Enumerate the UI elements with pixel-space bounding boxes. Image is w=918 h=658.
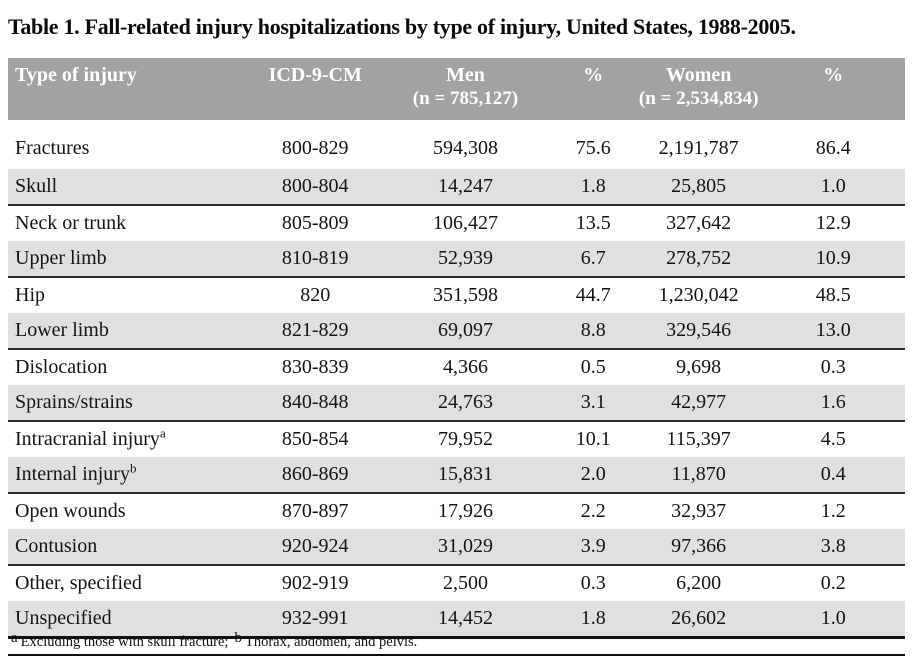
cell-value: 594,308 — [432, 136, 498, 159]
cell-women-count — [636, 421, 762, 457]
cell-women-count — [636, 127, 762, 169]
cell-women-percent — [761, 457, 905, 493]
cell-value: 278,752 — [666, 247, 732, 269]
table-header — [8, 58, 905, 120]
cell-value: 1,230,042 — [658, 284, 739, 306]
header-sublabel — [551, 87, 636, 111]
cell-value: Dislocation — [15, 356, 108, 378]
cell-women-count — [636, 385, 762, 421]
table-row — [8, 205, 905, 241]
cell-value: 3.9 — [580, 535, 606, 557]
cell-women-count — [636, 601, 762, 638]
cell-men-count — [380, 277, 550, 313]
cell-value: 800-829 — [281, 136, 349, 159]
footnote-text-b: Thorax, abdomen, and pelvis. — [244, 634, 418, 650]
cell-injury-type — [8, 277, 250, 313]
cell-men-count — [380, 565, 550, 601]
header-row — [8, 58, 905, 120]
cell-value: 351,598 — [432, 284, 498, 306]
table-row — [8, 241, 905, 277]
cell-value: 13.5 — [575, 212, 611, 234]
cell-women-percent — [761, 313, 905, 349]
cell-value: 6,200 — [676, 572, 722, 594]
cell-value: 11,870 — [671, 463, 726, 485]
cell-icd-code — [250, 529, 380, 565]
cell-men-percent — [551, 565, 636, 601]
cell-value: 902-919 — [281, 572, 349, 594]
cell-value: Internal injury — [15, 463, 130, 485]
cell-women-percent — [761, 493, 905, 529]
cell-injury-type — [8, 385, 250, 421]
cell-value: Other, specified — [15, 572, 142, 594]
cell-value: 0.4 — [820, 463, 846, 485]
cell-men-percent — [551, 457, 636, 493]
cell-women-percent — [761, 601, 905, 638]
table-row — [8, 277, 905, 313]
cell-value: 13.0 — [815, 319, 851, 341]
cell-men-count — [380, 529, 550, 565]
cell-men-count — [380, 601, 550, 638]
cell-icd-code — [250, 169, 380, 205]
cell-injury-type — [8, 529, 250, 565]
cell-women-percent — [761, 241, 905, 277]
table-row — [8, 601, 905, 638]
cell-value: 115,397 — [666, 428, 731, 450]
cell-value: Upper limb — [15, 247, 107, 269]
cell-men-percent — [551, 421, 636, 457]
cell-value: 52,939 — [437, 247, 493, 269]
cell-value: 860-869 — [281, 463, 349, 485]
header-sublabel — [761, 87, 905, 111]
cell-value: 0.2 — [820, 572, 846, 594]
table-row — [8, 529, 905, 565]
header-sublabel — [15, 87, 250, 111]
cell-value: 10.9 — [815, 247, 851, 269]
header-sublabel: (n = 785,127) — [412, 88, 519, 109]
cell-icd-code — [250, 601, 380, 638]
cell-injury-type — [8, 421, 250, 457]
cell-men-percent — [551, 385, 636, 421]
cell-men-count — [380, 385, 550, 421]
cell-men-percent — [551, 277, 636, 313]
cell-value: 26,602 — [671, 607, 727, 629]
table-row — [8, 421, 905, 457]
cell-injury-type — [8, 313, 250, 349]
table-row — [8, 169, 905, 205]
table-row — [8, 313, 905, 349]
cell-women-count — [636, 241, 762, 277]
cell-injury-type — [8, 127, 250, 169]
header-label: Women — [665, 64, 732, 86]
cell-women-percent — [761, 169, 905, 205]
header-cell-icd — [250, 58, 380, 120]
footnote-sup-a: a — [11, 630, 18, 646]
cell-value: 800-804 — [281, 175, 349, 197]
cell-value: Hip — [15, 284, 45, 306]
cell-icd-code — [250, 457, 380, 493]
cell-value: 327,642 — [666, 212, 732, 234]
cell-men-count — [380, 127, 550, 169]
cell-men-percent — [551, 349, 636, 385]
footnote-marker: b — [129, 460, 137, 476]
header-label: % — [823, 64, 844, 86]
cell-men-count — [380, 241, 550, 277]
cell-value: 0.3 — [820, 356, 846, 378]
cell-value: 840-848 — [281, 391, 349, 413]
cell-women-count — [636, 457, 762, 493]
cell-value: Contusion — [15, 535, 98, 557]
cell-women-count — [636, 493, 762, 529]
table-row — [8, 385, 905, 421]
cell-value: 820 — [300, 284, 331, 306]
cell-women-count — [636, 169, 762, 205]
cell-value: 4,366 — [442, 356, 488, 378]
table-wrapper — [8, 58, 905, 639]
header-cell-men-pct — [551, 58, 636, 120]
header-label: Men — [446, 64, 485, 86]
cell-value: Open wounds — [15, 500, 126, 522]
cell-icd-code — [250, 493, 380, 529]
cell-value: 2.0 — [580, 463, 606, 485]
cell-women-count — [636, 277, 762, 313]
cell-value: 2,500 — [442, 572, 488, 594]
cell-men-count — [380, 457, 550, 493]
cell-value: 4.5 — [820, 428, 846, 450]
cell-icd-code — [250, 127, 380, 169]
cell-value: 3.1 — [580, 391, 606, 413]
cell-women-percent — [761, 277, 905, 313]
cell-men-count — [380, 349, 550, 385]
cell-injury-type — [8, 349, 250, 385]
table-row — [8, 565, 905, 601]
header-label: Type of injury — [15, 64, 137, 86]
header-sublabel — [250, 87, 380, 111]
cell-value: 2,191,787 — [658, 136, 739, 159]
footnote-marker: a — [159, 425, 166, 441]
cell-men-percent — [551, 493, 636, 529]
cell-value: 32,937 — [671, 500, 727, 522]
table-body — [8, 120, 905, 638]
cell-value: 821-829 — [281, 319, 349, 341]
table-row — [8, 493, 905, 529]
cell-women-count — [636, 349, 762, 385]
header-body-gap — [8, 120, 905, 127]
cell-women-percent — [761, 127, 905, 169]
cell-women-percent — [761, 421, 905, 457]
cell-value: 15,831 — [437, 463, 493, 485]
cell-value: 805-809 — [281, 212, 349, 234]
cell-women-percent — [761, 205, 905, 241]
cell-men-percent — [551, 529, 636, 565]
header-cell-women — [636, 58, 762, 120]
cell-icd-code — [250, 277, 380, 313]
header-label: % — [583, 64, 604, 86]
cell-icd-code — [250, 385, 380, 421]
cell-value: Fractures — [15, 136, 90, 159]
cell-women-percent — [761, 349, 905, 385]
cell-value: 86.4 — [815, 136, 851, 159]
cell-value: 48.5 — [815, 284, 851, 306]
cell-value: 0.5 — [580, 356, 606, 378]
cell-women-percent — [761, 385, 905, 421]
header-sublabel: (n = 2,534,834) — [638, 88, 759, 109]
cell-icd-code — [250, 205, 380, 241]
table-row — [8, 349, 905, 385]
cell-injury-type — [8, 241, 250, 277]
cell-value: 1.8 — [580, 175, 606, 197]
cell-value: Skull — [15, 175, 58, 197]
cell-value: 932-991 — [281, 607, 349, 629]
cell-women-percent — [761, 565, 905, 601]
cell-injury-type — [8, 205, 250, 241]
cell-value: 14,452 — [437, 607, 493, 629]
cell-value: 1.6 — [820, 391, 846, 413]
footnote-sup-b: b — [234, 630, 242, 646]
cell-injury-type — [8, 565, 250, 601]
cell-injury-type — [8, 601, 250, 638]
cell-value: 9,698 — [676, 356, 722, 378]
cell-value: Unspecified — [15, 607, 112, 629]
header-cell-women-pct — [761, 58, 905, 120]
cell-value: 329,546 — [666, 319, 732, 341]
cell-men-count — [380, 205, 550, 241]
cell-injury-type — [8, 493, 250, 529]
cell-men-count — [380, 313, 550, 349]
cell-icd-code — [250, 313, 380, 349]
cell-men-percent — [551, 205, 636, 241]
cell-value: 14,247 — [437, 175, 493, 197]
cell-injury-type — [8, 169, 250, 205]
header-cell-men — [380, 58, 550, 120]
cell-men-percent — [551, 241, 636, 277]
footnote-text-a: Excluding those with skull fracture; — [20, 634, 229, 650]
cell-men-count — [380, 421, 550, 457]
cell-men-percent — [551, 601, 636, 638]
cell-men-count — [380, 493, 550, 529]
cell-men-percent — [551, 127, 636, 169]
cell-value: 79,952 — [437, 428, 493, 450]
header-cell-type — [8, 58, 250, 120]
cell-men-percent — [551, 169, 636, 205]
cell-icd-code — [250, 349, 380, 385]
cell-men-percent — [551, 313, 636, 349]
cell-value: 10.1 — [575, 428, 611, 450]
cell-icd-code — [250, 241, 380, 277]
cell-women-count — [636, 529, 762, 565]
cell-value: 12.9 — [815, 212, 851, 234]
table-row — [8, 457, 905, 493]
cell-value: 24,763 — [437, 391, 493, 413]
cell-value: 97,366 — [671, 535, 727, 557]
cell-value: 75.6 — [575, 136, 611, 159]
cell-value: 42,977 — [671, 391, 727, 413]
cell-value: 1.2 — [820, 500, 846, 522]
cell-value: 44.7 — [575, 284, 611, 306]
cell-men-count — [380, 169, 550, 205]
cell-women-count — [636, 313, 762, 349]
cell-icd-code — [250, 421, 380, 457]
table-bottom-rule — [8, 654, 905, 656]
cell-value: 1.0 — [820, 175, 846, 197]
cell-women-count — [636, 205, 762, 241]
table-title: Table 1. Fall-related injury hospitalizations by type of injury, United States, 1988-2005. — [8, 14, 796, 39]
cell-value: 0.3 — [580, 572, 606, 594]
footnote — [11, 630, 418, 651]
header-label: ICD-9-CM — [268, 64, 362, 86]
data-table — [8, 58, 905, 639]
cell-injury-type — [8, 457, 250, 493]
cell-value: Sprains/strains — [15, 391, 133, 413]
cell-icd-code — [250, 565, 380, 601]
cell-value: 6.7 — [580, 247, 606, 269]
cell-value: 810-819 — [281, 247, 349, 269]
cell-value: 8.8 — [580, 319, 606, 341]
cell-value: 2.2 — [580, 500, 606, 522]
cell-value: 870-897 — [281, 500, 349, 522]
cell-value: 850-854 — [281, 428, 349, 450]
cell-women-count — [636, 565, 762, 601]
cell-value: 1.0 — [820, 607, 846, 629]
cell-value: Lower limb — [15, 319, 109, 341]
cell-value: 17,926 — [437, 500, 493, 522]
cell-value: Neck or trunk — [15, 212, 127, 234]
cell-value: 920-924 — [281, 535, 349, 557]
cell-value: 830-839 — [281, 356, 349, 378]
cell-value: Intracranial injury — [15, 428, 160, 450]
cell-women-percent — [761, 529, 905, 565]
cell-value: 1.8 — [580, 607, 606, 629]
table-row — [8, 127, 905, 169]
cell-value: 69,097 — [437, 319, 493, 341]
cell-value: 31,029 — [437, 535, 493, 557]
cell-value: 3.8 — [820, 535, 846, 557]
cell-value: 25,805 — [671, 175, 727, 197]
cell-value: 106,427 — [432, 212, 498, 234]
